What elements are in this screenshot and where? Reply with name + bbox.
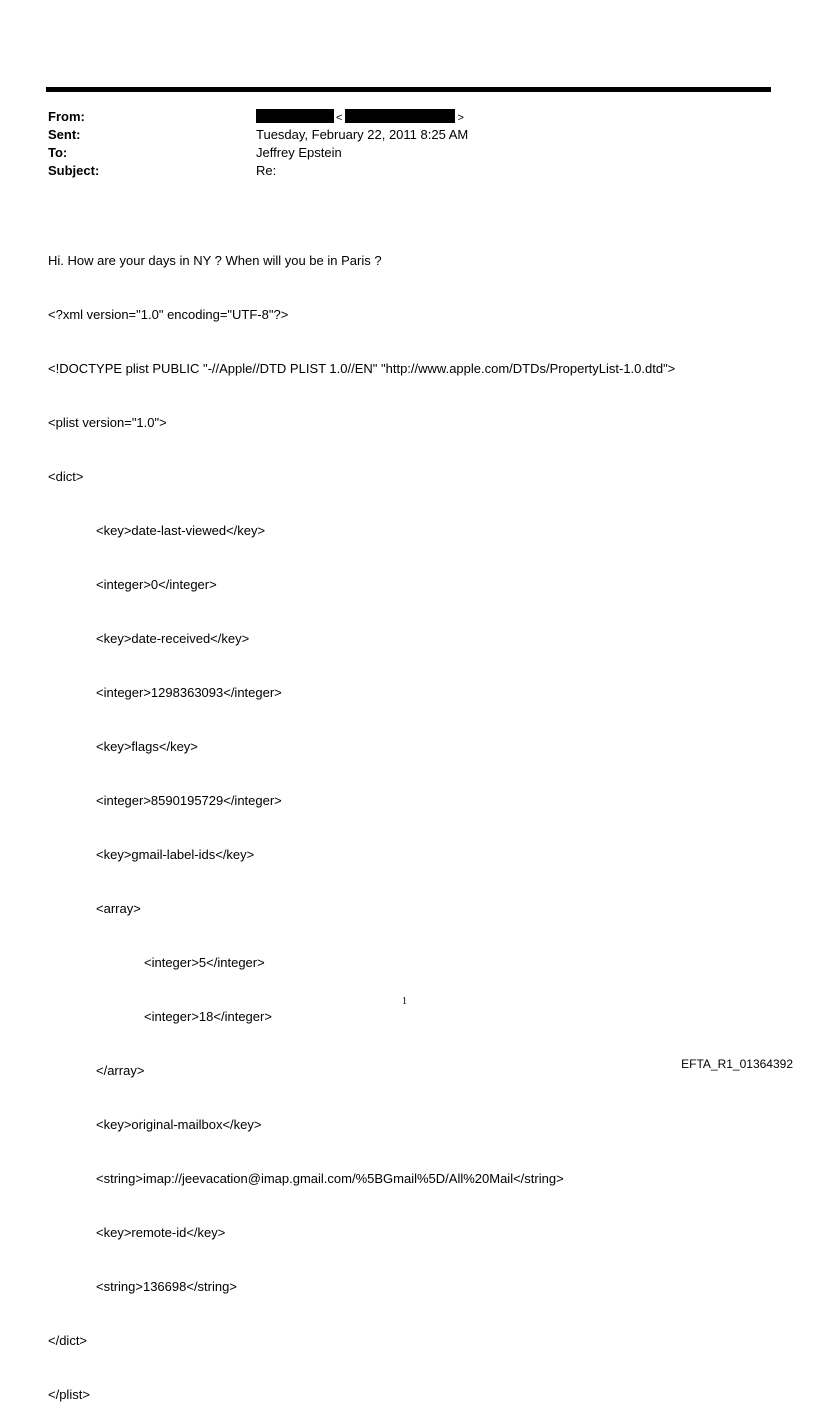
from-open-bracket: < — [336, 112, 343, 124]
sent-label: Sent: — [48, 127, 81, 142]
body-line: <!DOCTYPE plist PUBLIC "-//Apple//DTD PLIST 1.0//EN" "http://www.apple.com/DTDs/PropertyList-1.0.dtd"> — [48, 361, 676, 376]
body-line: <array> — [96, 901, 141, 916]
body-line: <key>date-last-viewed</key> — [96, 523, 266, 538]
subject-label: Subject: — [48, 163, 100, 178]
bates-number: EFTA_R1_01364392 — [681, 1057, 793, 1071]
body-line: <string>imap://jeevacation@imap.gmail.com/%5BGmail%5D/All%20Mail</string> — [96, 1171, 564, 1186]
body-line: </array> — [96, 1063, 145, 1078]
to-value: Jeffrey Epstein — [256, 145, 342, 160]
body-line: </plist> — [48, 1387, 90, 1402]
body-line: <integer>18</integer> — [144, 1009, 272, 1024]
redaction-box — [345, 109, 455, 123]
header-rule — [46, 87, 771, 92]
redaction-box — [256, 109, 334, 123]
body-line: <key>flags</key> — [96, 739, 198, 754]
body-line: </dict> — [48, 1333, 88, 1348]
email-body — [48, 216, 675, 1422]
from-label: From: — [48, 109, 85, 124]
body-line: <integer>5</integer> — [144, 955, 265, 970]
body-line: <string>136698</string> — [96, 1279, 237, 1294]
body-line: <key>date-received</key> — [96, 631, 250, 646]
page-number: 1 — [402, 996, 407, 1007]
body-line: <integer>1298363093</integer> — [96, 685, 282, 700]
body-line: <key>gmail-label-ids</key> — [96, 847, 255, 862]
body-line: <?xml version="1.0" encoding="UTF-8"?> — [48, 307, 289, 322]
to-label: To: — [48, 145, 68, 160]
body-line: <dict> — [48, 469, 84, 484]
body-line: <integer>8590195729</integer> — [96, 793, 282, 808]
body-line: <plist version="1.0"> — [48, 415, 167, 430]
body-line: <key>remote-id</key> — [96, 1225, 226, 1240]
body-line: Hi. How are your days in NY ? When will you be in Paris ? — [48, 253, 382, 268]
from-value — [256, 108, 467, 127]
body-line: <integer>0</integer> — [96, 577, 217, 592]
body-line: <key>original-mailbox</key> — [96, 1117, 262, 1132]
subject-value: Re: — [256, 163, 277, 178]
sent-value: Tuesday, February 22, 2011 8:25 AM — [256, 127, 469, 142]
from-close-bracket: > — [457, 112, 464, 124]
